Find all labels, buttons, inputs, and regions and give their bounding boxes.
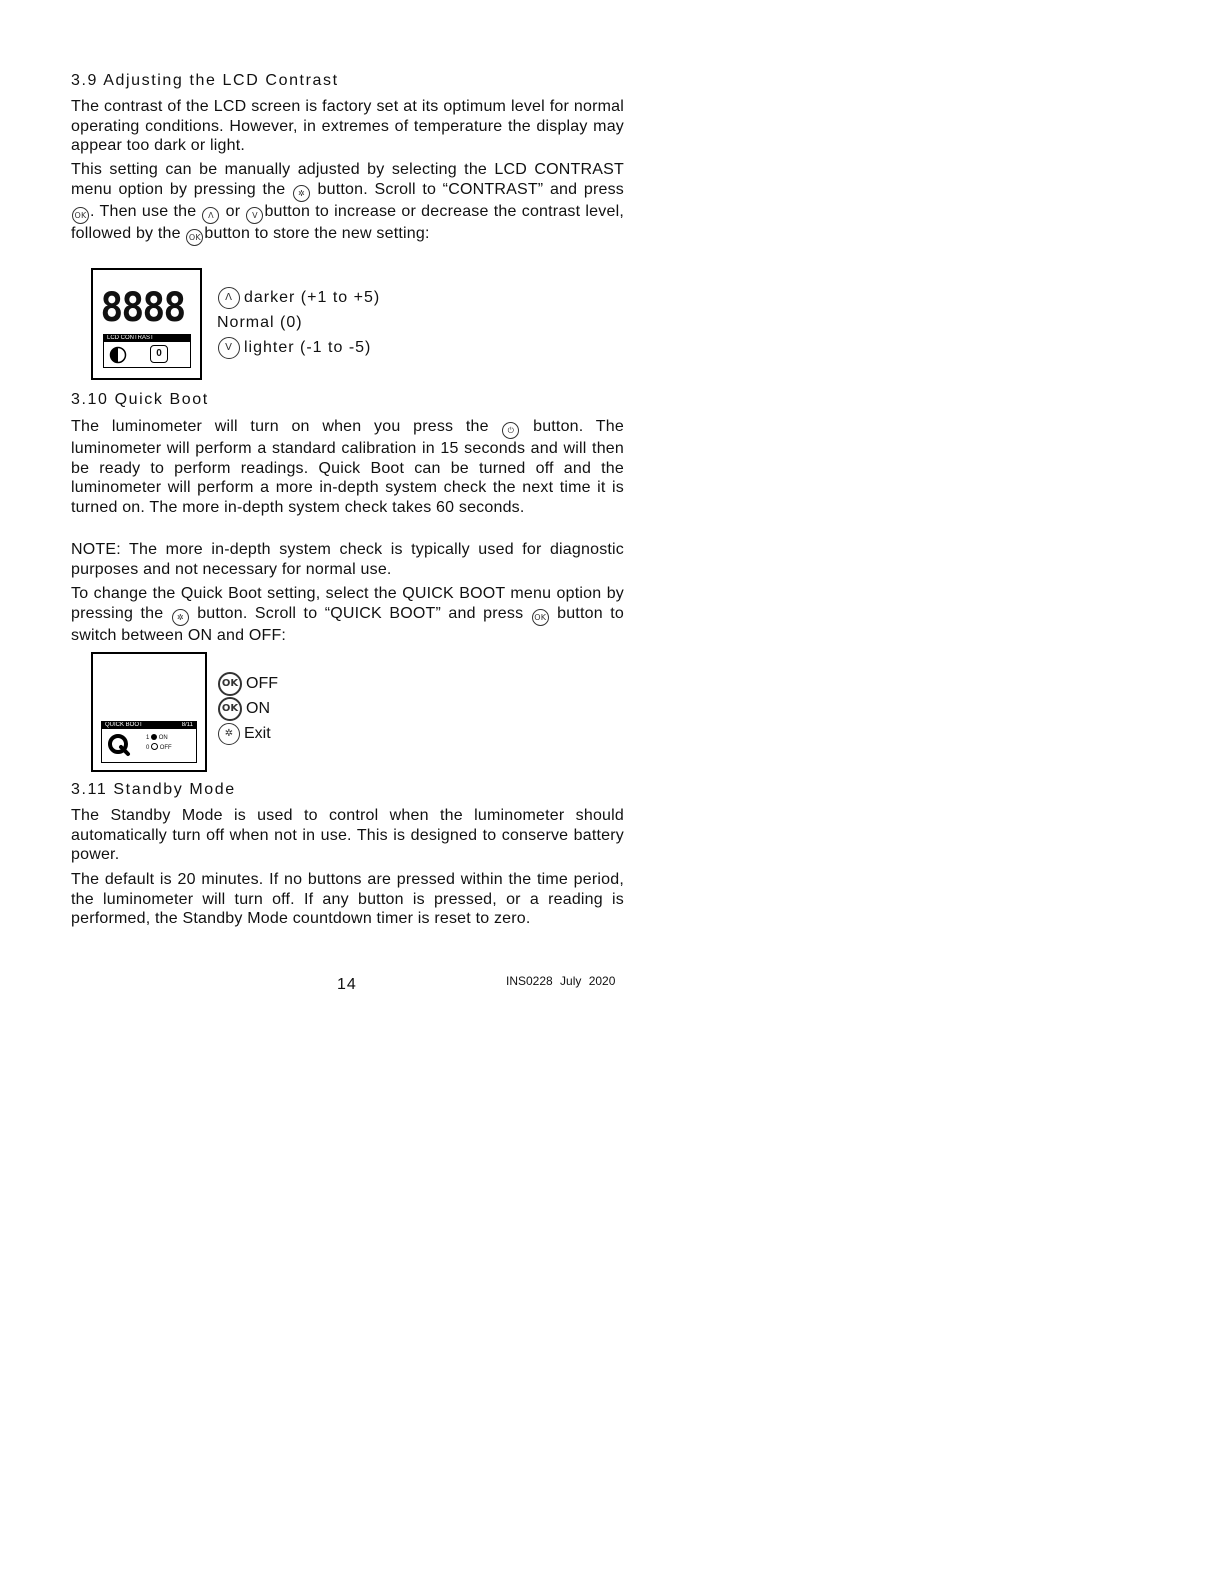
radio-selected-icon (151, 734, 157, 740)
legend-off: OFF (246, 674, 278, 692)
lcd-menu-title: QUICK BOOT (105, 722, 143, 728)
down-button-icon: V (246, 207, 263, 224)
legend-exit: Exit (244, 724, 271, 742)
contrast-icon (109, 346, 127, 364)
quick-boot-legend (217, 671, 278, 746)
down-button-icon: V (218, 337, 240, 359)
lcd-on-number: 1 (146, 735, 150, 741)
paragraph: This setting can be manually adjusted by selecting the LCD CONTRAST menu option by pressing the ✲ button. Scroll to “CONTRAST” and press OK . Then use the Λ or V button to increase or decrease the contrast level, followed by the OK button to store the new setting: (71, 160, 624, 246)
power-button-icon: ⏻ (502, 422, 519, 439)
menu-button-icon: ✲ (218, 723, 240, 745)
legend-darker: darker (+1 to +5) (244, 288, 381, 306)
ok-button-icon: OK (218, 697, 242, 721)
contrast-legend (217, 285, 380, 360)
document-id: INS0228 July 2020 (506, 974, 616, 988)
lcd-menu-page: 8/11 (181, 722, 193, 728)
paragraph: The default is 20 minutes. If no buttons are pressed within the time period, the luminometer will turn off. If any button is pressed, or a reading is performed, the Standby Mode countdown timer is reset to zero. (71, 871, 624, 927)
lcd-contrast-value: 0 (150, 345, 168, 363)
paragraph: The Standby Mode is used to control when the luminometer should automatically turn off when not in use. This is designed to conserve battery power. (71, 807, 624, 863)
lcd-on-label: ON (158, 735, 168, 741)
legend-on: ON (246, 699, 270, 717)
menu-button-icon: ✲ (172, 609, 189, 626)
section-heading-standby-mode: 3.11 Standby Mode (71, 781, 236, 798)
ok-button-icon: OK (72, 207, 89, 224)
lcd-menu-title: LCD CONTRAST (104, 335, 190, 342)
paragraph: The luminometer will turn on when you press the ⏻ button. The luminometer will perform a standard calibration in 15 seconds and will then be ready to perform readings. Quick Boot can be turned off and the luminometer will perform a more in-depth system check the next time it is turned on. The more in-depth system check takes 60 seconds. (71, 418, 624, 516)
paragraph: To change the Quick Boot setting, select the QUICK BOOT menu option by pressing the ✲ button. Scroll to “QUICK BOOT” and press OK button to switch between ON and OFF: (71, 585, 624, 644)
quick-boot-q-icon (107, 733, 131, 757)
lcd-off-label: OFF (159, 745, 172, 751)
section-heading-lcd-contrast: 3.9 Adjusting the LCD Contrast (71, 72, 339, 89)
up-button-icon: Λ (218, 287, 240, 309)
paragraph: NOTE: The more in-depth system check is typically used for diagnostic purposes and not necessary for normal use. (71, 541, 624, 578)
menu-button-icon: ✲ (293, 185, 310, 202)
lcd-menu-panel (103, 334, 191, 368)
lcd-menu-panel (101, 721, 197, 763)
paragraph: The contrast of the LCD screen is factory set at its optimum level for normal operating conditions. However, in extremes of temperature the display may appear too dark or light. (71, 98, 624, 154)
section-heading-quick-boot: 3.10 Quick Boot (71, 391, 209, 408)
quick-boot-figure (91, 652, 207, 772)
ok-button-icon: OK (186, 229, 203, 246)
page-number: 14 (337, 976, 357, 993)
legend-lighter: lighter (-1 to -5) (244, 338, 372, 356)
legend-normal: Normal (0) (217, 313, 303, 331)
ok-button-icon: OK (218, 672, 242, 696)
lcd-digits: 8888 (100, 285, 185, 331)
lcd-off-number: 0 (146, 745, 150, 751)
radio-unselected-icon (151, 743, 158, 750)
lcd-contrast-figure (91, 268, 202, 380)
ok-button-icon: OK (532, 609, 549, 626)
up-button-icon: Λ (202, 207, 219, 224)
